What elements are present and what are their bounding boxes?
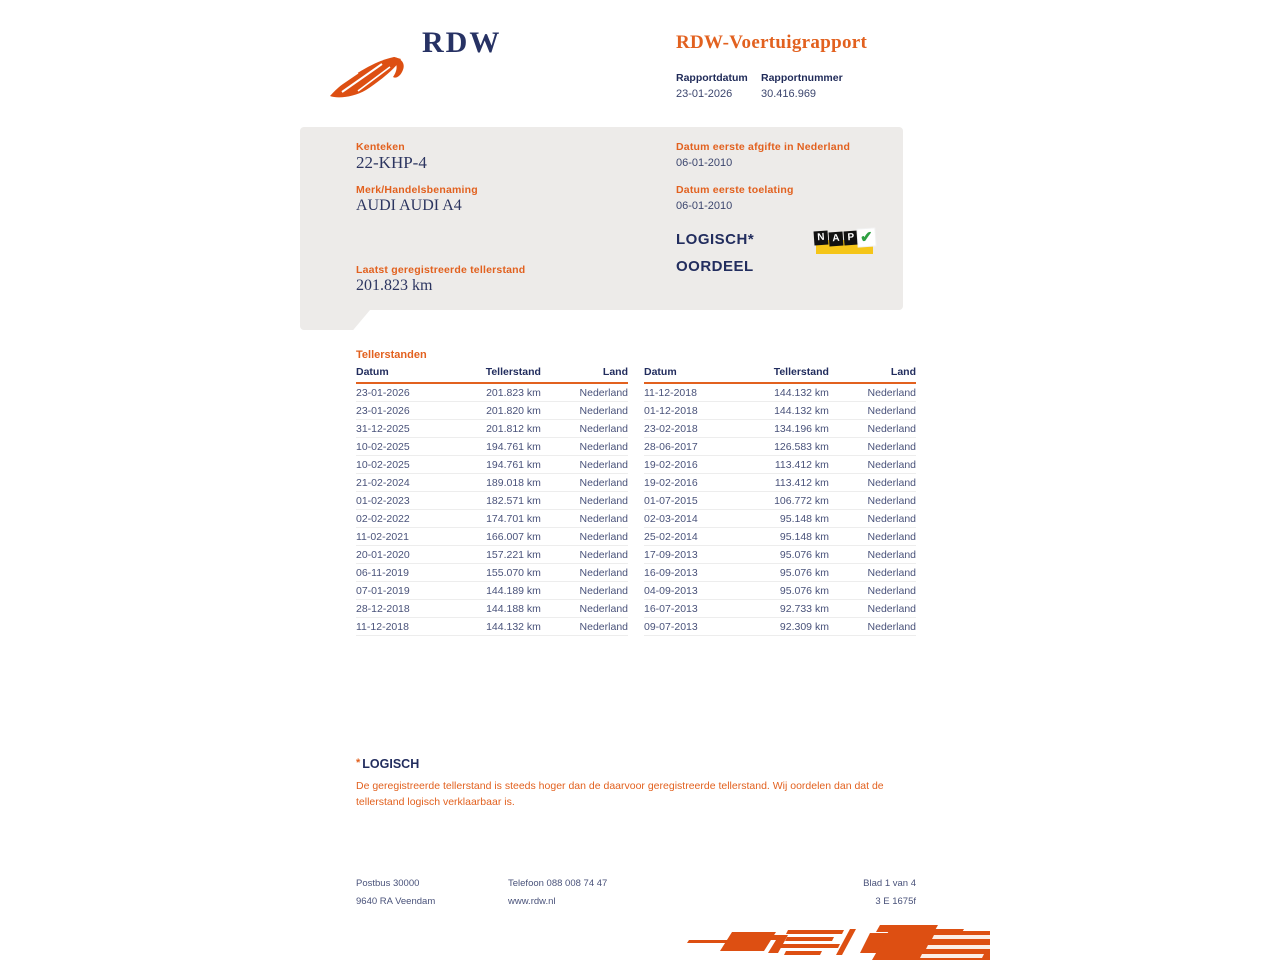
- column-header-datum: Datum: [644, 364, 728, 383]
- cell-datum: 28-06-2017: [644, 438, 728, 456]
- cell-land: Nederland: [541, 402, 628, 420]
- odometer-row: [644, 402, 916, 420]
- cell-datum: 06-11-2019: [356, 564, 440, 582]
- cell-land: Nederland: [829, 528, 916, 546]
- cell-stand: 182.571 km: [440, 492, 541, 510]
- cell-stand: 201.820 km: [440, 402, 541, 420]
- cell-datum: 10-02-2025: [356, 438, 440, 456]
- odometer-row: [644, 528, 916, 546]
- table-header-row: [644, 364, 916, 383]
- column-header-datum: Datum: [356, 364, 440, 383]
- cell-datum: 21-02-2024: [356, 474, 440, 492]
- nap-letter-n: N: [814, 231, 829, 246]
- cell-stand: 144.132 km: [440, 618, 541, 636]
- cell-datum: 07-01-2019: [356, 582, 440, 600]
- odometer-row: [356, 546, 628, 564]
- cell-stand: 174.701 km: [440, 510, 541, 528]
- rdw-logo: [326, 24, 502, 96]
- cell-datum: 01-07-2015: [644, 492, 728, 510]
- last-odometer-label: Laatst geregistreerde tellerstand: [356, 264, 526, 276]
- cell-land: Nederland: [829, 383, 916, 402]
- cell-datum: 02-02-2022: [356, 510, 440, 528]
- cell-datum: 25-02-2014: [644, 528, 728, 546]
- cell-land: Nederland: [541, 600, 628, 618]
- last-odometer-value: 201.823 km: [356, 277, 433, 294]
- cell-land: Nederland: [829, 600, 916, 618]
- page-title: RDW-Voertuigrapport: [676, 32, 868, 53]
- cell-datum: 01-12-2018: [644, 402, 728, 420]
- cell-datum: 23-01-2026: [356, 402, 440, 420]
- cell-stand: 113.412 km: [728, 474, 829, 492]
- footnote-title-text: LOGISCH: [362, 757, 420, 771]
- cell-datum: 11-12-2018: [644, 383, 728, 402]
- cell-datum: 31-12-2025: [356, 420, 440, 438]
- cell-land: Nederland: [541, 420, 628, 438]
- report-date-value: 23-01-2026: [676, 88, 733, 100]
- cell-land: Nederland: [541, 582, 628, 600]
- cell-land: Nederland: [541, 474, 628, 492]
- column-header-tellerstand: Tellerstand: [728, 364, 829, 383]
- footer-phone: Telefoon 088 008 74 47: [508, 878, 608, 889]
- cell-land: Nederland: [829, 492, 916, 510]
- odometer-row: [644, 492, 916, 510]
- report-number-value: 30.416.969: [761, 88, 817, 100]
- cell-stand: 194.761 km: [440, 438, 541, 456]
- cell-land: Nederland: [541, 438, 628, 456]
- cell-land: Nederland: [541, 383, 628, 402]
- cell-land: Nederland: [829, 510, 916, 528]
- odometer-section-title: Tellerstanden: [356, 349, 427, 361]
- cell-land: Nederland: [541, 510, 628, 528]
- cell-stand: 92.733 km: [728, 600, 829, 618]
- odometer-row: [356, 528, 628, 546]
- license-plate-label: Kenteken: [356, 141, 405, 153]
- odometer-row: [644, 618, 916, 636]
- cell-land: Nederland: [829, 582, 916, 600]
- odometer-row: [356, 600, 628, 618]
- cell-land: Nederland: [829, 456, 916, 474]
- footnote-asterisk: *: [356, 757, 361, 769]
- odometer-table-right: [644, 364, 916, 636]
- cell-datum: 01-02-2023: [356, 492, 440, 510]
- odometer-row: [356, 438, 628, 456]
- rdw-logo-text: RDW: [422, 26, 502, 59]
- odometer-row: [644, 600, 916, 618]
- first-admission-value: 06-01-2010: [676, 200, 733, 212]
- cell-stand: 95.148 km: [728, 510, 829, 528]
- cell-stand: 106.772 km: [728, 492, 829, 510]
- footer-address-line2: 9640 RA Veendam: [356, 896, 436, 907]
- first-issue-value: 06-01-2010: [676, 157, 733, 169]
- cell-stand: 157.221 km: [440, 546, 541, 564]
- cell-stand: 194.761 km: [440, 456, 541, 474]
- cell-datum: 19-02-2016: [644, 456, 728, 474]
- cell-stand: 126.583 km: [728, 438, 829, 456]
- cell-stand: 144.189 km: [440, 582, 541, 600]
- cell-stand: 95.076 km: [728, 546, 829, 564]
- verdict-line2: OORDEEL: [676, 258, 754, 275]
- cell-datum: 17-09-2013: [644, 546, 728, 564]
- cell-stand: 201.823 km: [440, 383, 541, 402]
- vehicle-summary-box: [300, 127, 903, 310]
- cell-land: Nederland: [541, 528, 628, 546]
- cell-stand: 144.188 km: [440, 600, 541, 618]
- odometer-row: [356, 383, 628, 402]
- odometer-row: [644, 420, 916, 438]
- odometer-row: [356, 420, 628, 438]
- cell-datum: 20-01-2020: [356, 546, 440, 564]
- cell-datum: 23-01-2026: [356, 383, 440, 402]
- odometer-table-left: [356, 364, 628, 636]
- odometer-row: [356, 618, 628, 636]
- cell-land: Nederland: [829, 618, 916, 636]
- cell-stand: 155.070 km: [440, 564, 541, 582]
- odometer-row: [644, 564, 916, 582]
- odometer-row: [356, 402, 628, 420]
- cell-datum: 10-02-2025: [356, 456, 440, 474]
- cell-datum: 16-07-2013: [644, 600, 728, 618]
- vehicle-summary-box-tab: [300, 310, 370, 330]
- cell-land: Nederland: [541, 456, 628, 474]
- odometer-row: [644, 474, 916, 492]
- cell-stand: 166.007 km: [440, 528, 541, 546]
- cell-land: Nederland: [829, 402, 916, 420]
- odometer-row: [356, 564, 628, 582]
- report-date-label: Rapportdatum: [676, 72, 748, 84]
- odometer-row: [644, 456, 916, 474]
- column-header-tellerstand: Tellerstand: [440, 364, 541, 383]
- cell-land: Nederland: [541, 564, 628, 582]
- first-issue-label: Datum eerste afgifte in Nederland: [676, 141, 851, 153]
- odometer-row: [356, 510, 628, 528]
- cell-datum: 16-09-2013: [644, 564, 728, 582]
- column-header-land: Land: [541, 364, 628, 383]
- brand-label: Merk/Handelsbenaming: [356, 184, 478, 196]
- cell-land: Nederland: [829, 420, 916, 438]
- odometer-row: [356, 456, 628, 474]
- cell-land: Nederland: [829, 546, 916, 564]
- cell-datum: 19-02-2016: [644, 474, 728, 492]
- cell-stand: 113.412 km: [728, 456, 829, 474]
- cell-stand: 144.132 km: [728, 383, 829, 402]
- cell-datum: 28-12-2018: [356, 600, 440, 618]
- nap-letter-p: P: [844, 231, 859, 246]
- nap-letter-a: A: [829, 232, 844, 247]
- odometer-row: [356, 582, 628, 600]
- cell-stand: 92.309 km: [728, 618, 829, 636]
- odometer-row: [644, 383, 916, 402]
- cell-stand: 201.812 km: [440, 420, 541, 438]
- license-plate-value: 22-KHP-4: [356, 153, 427, 172]
- odometer-row: [644, 510, 916, 528]
- footer-form-code: 3 E 1675f: [875, 896, 916, 907]
- cell-datum: 23-02-2018: [644, 420, 728, 438]
- nap-check-icon: ✔: [857, 228, 875, 246]
- footnote-title: [356, 757, 419, 771]
- cell-stand: 189.018 km: [440, 474, 541, 492]
- odometer-row: [356, 474, 628, 492]
- footer-address-line1: Postbus 30000: [356, 878, 420, 889]
- odometer-row: [644, 438, 916, 456]
- cell-stand: 144.132 km: [728, 402, 829, 420]
- cell-datum: 04-09-2013: [644, 582, 728, 600]
- cell-land: Nederland: [829, 474, 916, 492]
- brand-value: AUDI AUDI A4: [356, 197, 462, 214]
- cell-datum: 11-12-2018: [356, 618, 440, 636]
- cell-stand: 95.148 km: [728, 528, 829, 546]
- cell-stand: 95.076 km: [728, 564, 829, 582]
- report-number-label: Rapportnummer: [761, 72, 843, 84]
- column-header-land: Land: [829, 364, 916, 383]
- table-header-row: [356, 364, 628, 383]
- verdict-line1: LOGISCH*: [676, 231, 755, 248]
- odometer-row: [644, 582, 916, 600]
- cell-land: Nederland: [541, 546, 628, 564]
- cell-land: Nederland: [829, 564, 916, 582]
- rdw-feather-icon: [328, 50, 412, 100]
- cell-stand: 134.196 km: [728, 420, 829, 438]
- cell-datum: 11-02-2021: [356, 528, 440, 546]
- cell-land: Nederland: [541, 618, 628, 636]
- odometer-row: [356, 492, 628, 510]
- first-admission-label: Datum eerste toelating: [676, 184, 794, 196]
- cell-datum: 09-07-2013: [644, 618, 728, 636]
- decorative-feather-stripes-icon: [684, 923, 990, 960]
- odometer-row: [644, 546, 916, 564]
- footer-page-number: Blad 1 van 4: [863, 878, 916, 889]
- cell-land: Nederland: [541, 492, 628, 510]
- footer-website: www.rdw.nl: [508, 896, 556, 907]
- cell-datum: 02-03-2014: [644, 510, 728, 528]
- footnote-text: De geregistreerde tellerstand is steeds hoger dan de daarvoor geregistreerde tellerstand. Wij oordelen dan dat de tellerstand logisch verklaarbaar is.: [356, 780, 884, 808]
- cell-land: Nederland: [829, 438, 916, 456]
- cell-stand: 95.076 km: [728, 582, 829, 600]
- nap-logo: [813, 228, 877, 258]
